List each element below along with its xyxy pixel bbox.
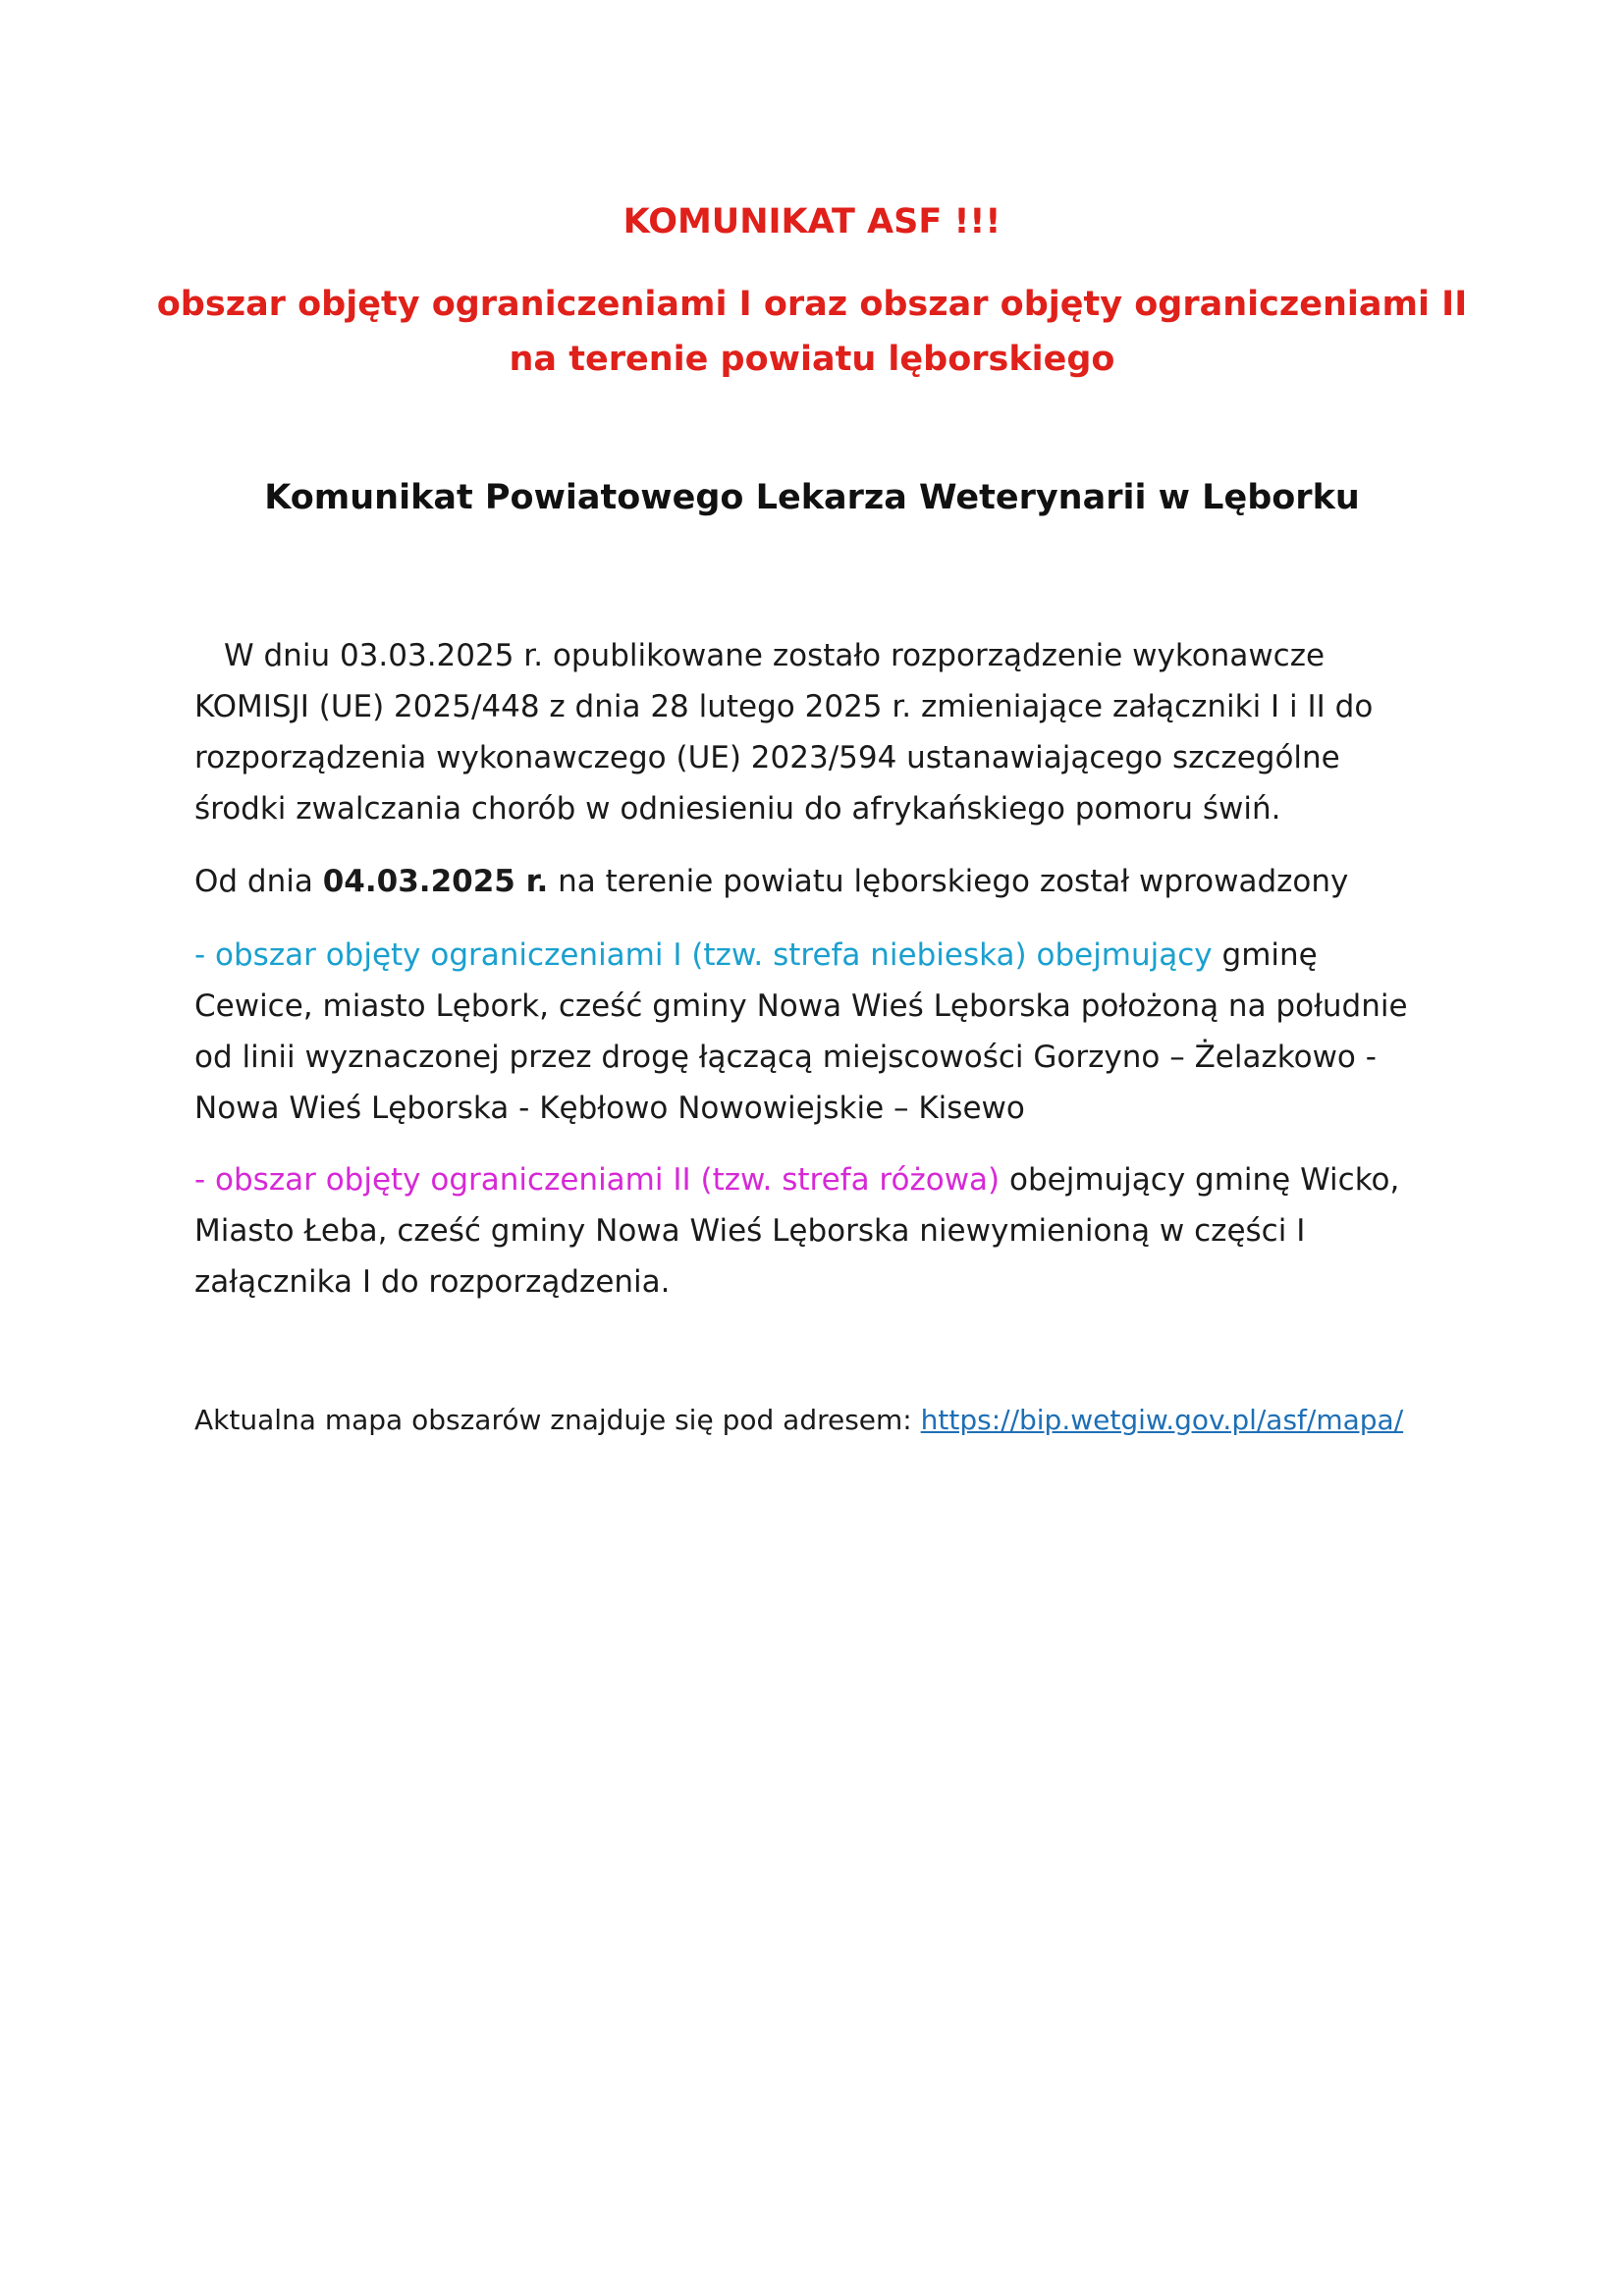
zone-blue-label: - obszar objęty ograniczeniami I (tzw. strefa niebieska) obejmujący: [194, 937, 1213, 973]
zone-pink-line-2: Miasto Łeba, cześć gminy Nowa Wieś Lęborska niewymienioną w części I: [194, 1213, 1306, 1249]
zone-blue-line-1: [194, 930, 1471, 981]
notice-title: Komunikat Powiatowego Lekarza Weterynarii w Lęborku: [264, 478, 1360, 517]
zone-blue-paragraph: [194, 930, 1471, 1134]
effective-date: 04.03.2025 r.: [322, 864, 549, 899]
map-note-paragraph: [194, 1399, 1471, 1442]
zone-blue-line-1-rest: gminę: [1212, 937, 1318, 973]
zone-pink-paragraph: [194, 1154, 1471, 1308]
zone-blue-line-3: od linii wyznaczonej przez drogę łączącą miejscowości Gorzyno – Żelazkowo -: [194, 1040, 1377, 1075]
restriction-heading: [147, 277, 1477, 387]
restriction-heading-line2: na terenie powiatu lęborskiego: [509, 340, 1115, 379]
zone-blue-line-2: Cewice, miasto Lębork, cześć gminy Nowa Wieś Lęborska położoną na południe: [194, 988, 1408, 1024]
zone-blue-line-4: Nowa Wieś Lęborska - Kębłowo Nowowiejskie – Kisewo: [194, 1091, 1025, 1126]
effective-prefix: Od dnia: [194, 864, 323, 899]
regulation-line-3: rozporządzenia wykonawczego (UE) 2023/594 ustanawiającego szczególne: [194, 740, 1340, 775]
zone-pink-line-1-rest: obejmujący gminę Wicko,: [1000, 1162, 1400, 1198]
alert-title: KOMUNIKAT ASF !!!: [623, 202, 1001, 241]
regulation-paragraph: [194, 630, 1471, 834]
effective-date-paragraph: [194, 856, 1471, 907]
regulation-line-4: środki zwalczania chorób w odniesieniu do afrykańskiego pomoru świń.: [194, 791, 1281, 827]
zone-pink-line-3: załącznika I do rozporządzenia.: [194, 1264, 671, 1300]
zone-pink-label: - obszar objęty ograniczeniami II (tzw. strefa różowa): [194, 1162, 1001, 1198]
restriction-heading-line1: obszar objęty ograniczeniami I oraz obszar objęty ograniczeniami II: [156, 285, 1468, 324]
regulation-line-2: KOMISJI (UE) 2025/448 z dnia 28 lutego 2025 r. zmieniające załączniki I i II do: [194, 689, 1374, 724]
zone-pink-line-1: [194, 1154, 1471, 1205]
map-link[interactable]: https://bip.wetgiw.gov.pl/asf/mapa/: [920, 1404, 1404, 1436]
effective-suffix: na terenie powiatu lęborskiego został wprowadzony: [548, 864, 1349, 899]
map-note-text: Aktualna mapa obszarów znajduje się pod adresem:: [194, 1404, 921, 1436]
regulation-line-1: W dniu 03.03.2025 r. opublikowane zostało rozporządzenie wykonawcze: [224, 638, 1326, 673]
